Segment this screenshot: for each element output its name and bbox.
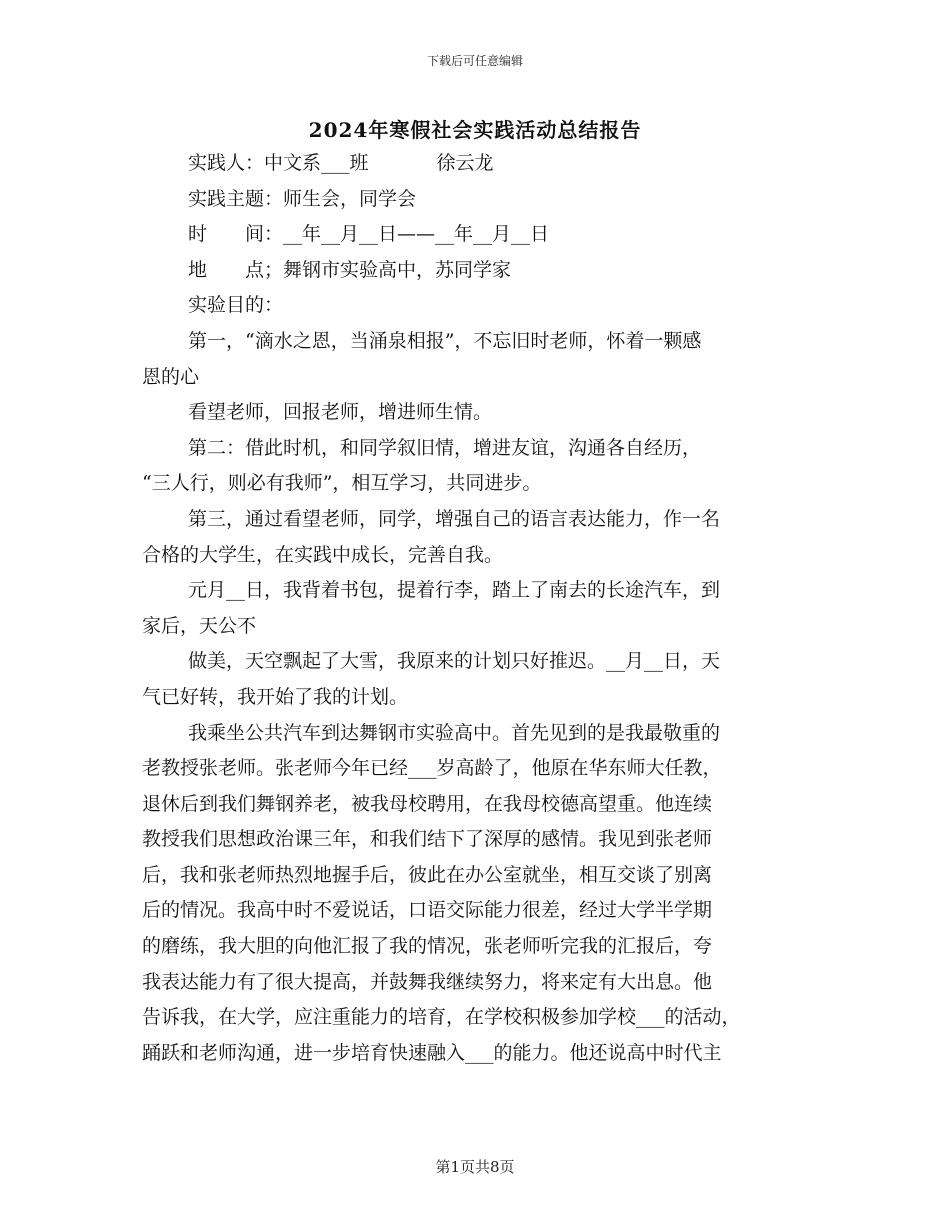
- text-line: 元月__日，我背着书包，提着行李，踏上了南去的长途汽车，到: [188, 579, 721, 602]
- text-line: 做美，天空飘起了大雪，我原来的计划只好推迟。__月__日，天: [188, 650, 721, 673]
- practitioner-name: 徐云龙: [436, 152, 494, 174]
- info-practitioner-line: [142, 146, 812, 182]
- place-value: 舞钢市实验高中，苏同学家: [283, 258, 512, 281]
- text-line: 的磨练，我大胆的向他汇报了我的情况，张老师听完我的汇报后，夸: [142, 935, 713, 958]
- document-body: [142, 146, 812, 1071]
- text-line: 告诉我，在大学，应注重能力的培育，在学校积极参加学校___的活动，: [142, 1006, 741, 1029]
- text-line: 我表达能力有了很大提高，并鼓舞我继续努力，将来定有大出息。他: [142, 970, 713, 993]
- text-line: 看望老师，回报老师，增进师生情。: [188, 401, 493, 424]
- document-title: 2024年寒假社会实践活动总结报告: [308, 118, 642, 142]
- info-purpose-line: 实验目的：: [188, 294, 284, 317]
- info-time-line: [142, 217, 812, 253]
- text-line: 我乘坐公共汽车到达舞钢市实验高中。首先见到的是我最敬重的: [188, 721, 721, 744]
- text-line: 踊跃和老师沟通，进一步培育快速融入___的能力。他还说高中时代主: [142, 1041, 722, 1064]
- text-line: 退休后到我们舞钢养老，被我母校聘用，在我母校德高望重。他连续: [142, 792, 713, 815]
- text-line: 老教授张老师。张老师今年已经___岁高龄了，他原在华东师大任教，: [142, 757, 722, 780]
- text-line: 教授我们思想政治课三年，和我们结下了深厚的感情。我见到张老师: [142, 828, 713, 851]
- text-line: 家后，天公不: [142, 614, 257, 637]
- text-line: 第一，“滴水之恩，当涌泉相报”，不忘旧时老师，怀着一颗感: [188, 329, 702, 352]
- page-footer: 第1页共8页: [435, 1158, 515, 1176]
- text-line: 第二：借此时机，和同学叙旧情，增进友谊，沟通各自经历，: [188, 436, 702, 459]
- text-line: 后，我和张老师热烈地握手后，彼此在办公室就坐，相互交谈了别离: [142, 863, 713, 886]
- text-line: 第三，通过看望老师，同学，增强自己的语言表达能力，作一名: [188, 507, 721, 530]
- text-line: 合格的大学生，在实践中成长，完善自我。: [142, 543, 504, 566]
- text-line: “三人行，则必有我师”，相互学习，共同进步。: [142, 472, 542, 495]
- text-line: 恩的心: [142, 365, 200, 388]
- text-line: 后的情况。我高中时不爱说话，口语交际能力很差，经过大学半学期: [142, 899, 713, 922]
- place-label: 地: [188, 258, 208, 281]
- time-value: __年__月__日——__年__月__日: [283, 223, 550, 246]
- time-label: 时: [188, 223, 208, 246]
- place-label-2: 点；: [245, 258, 284, 281]
- info-place-line: [142, 253, 812, 289]
- time-label-2: 间：: [245, 223, 284, 246]
- practitioner-label: 实践人：中文系___班: [188, 152, 369, 174]
- text-line: 气已好转，我开始了我的计划。: [142, 685, 409, 708]
- info-theme-line: 实践主题：师生会，同学会: [188, 187, 417, 210]
- page-header: 下载后可任意编辑: [426, 54, 523, 68]
